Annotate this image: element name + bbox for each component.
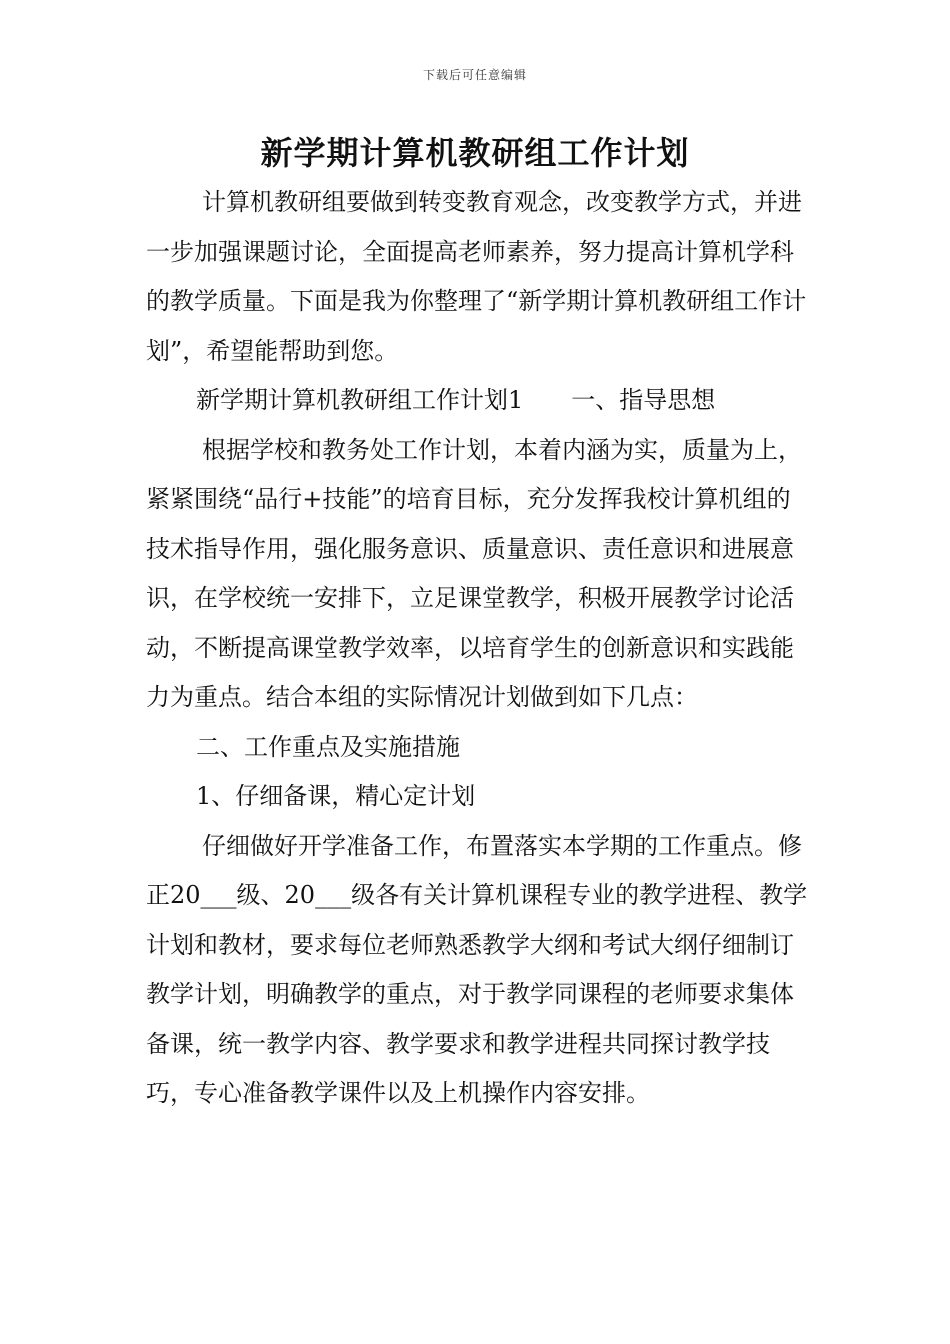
intro-paragraph: 计算机教研组要做到转变教育观念，改变教学方式，并进一步加强课题讨论，全面提高老师素养，努力提高计算机学科的教学质量。下面是我为你整理了“新学期计算机教研组工作计划”，希望能帮助到您。 — [146, 188, 807, 365]
section-two-heading: 二、工作重点及实施措施 — [196, 732, 460, 761]
item-one-heading: 1、仔细备课，精心定计划 — [196, 782, 476, 810]
document-body — [146, 178, 814, 1119]
guiding-thought-paragraph: 根据学校和教务处工作计划，本着内涵为实，质量为上，紧紧围绕“品行+技能”的培育目标，充分发挥我校计算机组的技术指导作用，强化服务意识、质量意识、责任意识和进展意识，在学校统一安排下，立足课堂教学，积极开展教学讨论活动，不断提高课堂教学效率，以培育学生的创新意识和实践能力为重点。结合本组的实际情况计划做到如下几点： — [146, 435, 802, 711]
header-note: 下载后可任意编辑 — [422, 68, 527, 82]
item-one-paragraph: 仔细做好开学准备工作，布置落实本学期的工作重点。修正20___级、20___级各有关计算机课程专业的教学进程、教学计划和教材，要求每位老师熟悉教学大纲和考试大纲仔细制订教学计划，明确教学的重点，对于教学同课程的老师要求集体备课，统一教学内容、教学要求和教学进程共同探讨教学技巧，专心准备教学课件以及上机操作内容安排。 — [146, 831, 808, 1107]
plan-heading: 新学期计算机教研组工作计划1 一、指导思想 — [196, 386, 716, 414]
document-title: 新学期计算机教研组工作计划 — [260, 134, 690, 172]
